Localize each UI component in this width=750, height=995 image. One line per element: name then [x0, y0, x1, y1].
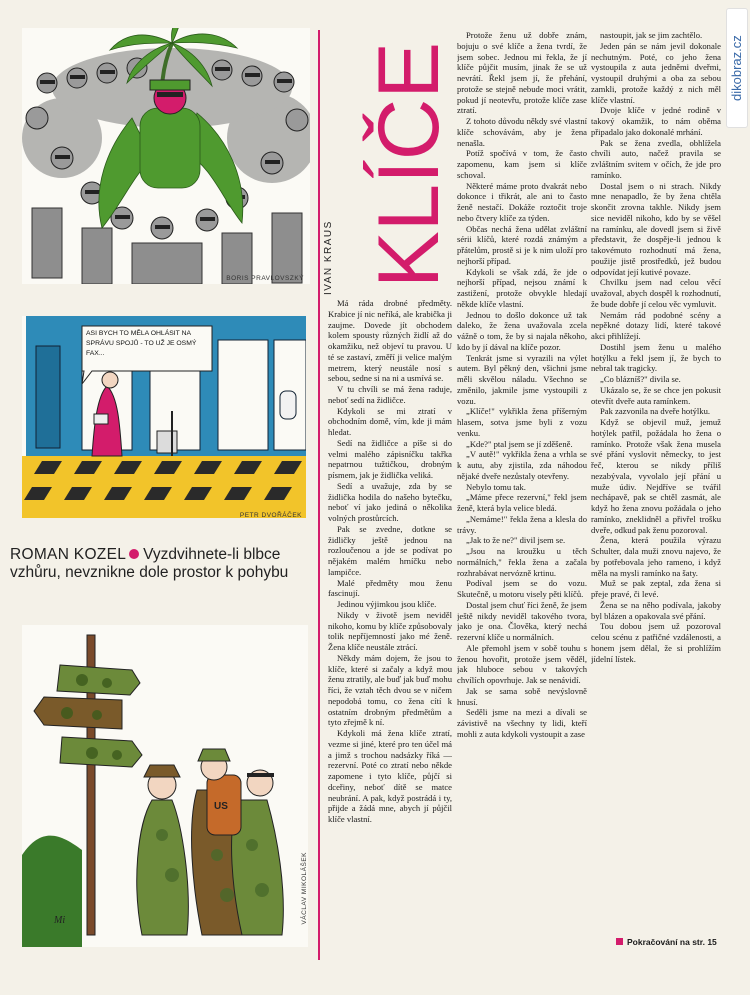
- cartoon-crowd: [22, 28, 310, 284]
- article-title: KLÍČE: [361, 39, 457, 288]
- article-paragraph: Pak se žena zvedla, obhlížela chvíli auto, načež pravila se zvláštním svitem v očích, že jde pro ramínko.: [591, 137, 721, 180]
- hikers-illustration: [22, 625, 308, 947]
- article-paragraph: „Co blázníš?" divila se.: [600, 374, 681, 384]
- article-paragraph: Kdykoli se však zdá, že jde o nejhorší případ, nejsou známí k zastižení, protože obvykle hledají někde klíče vlastní.: [457, 266, 587, 309]
- article-paragraph: „Nemáme!" řekla žena a klesla do trávy.: [457, 513, 587, 535]
- article-paragraph: „Jsou na kroužku u těch normálních," řekla žena a začala rozhrabávat nervózně krtinu.: [457, 546, 587, 578]
- watermark[interactable]: dikobraz.cz: [726, 8, 748, 128]
- article-paragraph: „Máme přece rezervní," řekl jsem ženě, která byla velice bledá.: [457, 492, 587, 513]
- article-paragraph: Dvoje klíče v jedné rodině v takový okamžik, to nám oběma připadalo jako dokonalé mrhání.: [591, 105, 721, 137]
- article-paragraph: Sedí a uvažuje, zda by se židlička hodila do našeho bytečku, neboť ví jako jediná o několika volných prostůrcích.: [328, 480, 452, 523]
- quote-author: ROMAN KOZEL: [10, 546, 127, 563]
- cartoon-credit: VÁCLAV MIKOLÁŠEK: [301, 852, 308, 925]
- article-column-2: [457, 30, 587, 950]
- article-paragraph: Muž se pak zeptal, zda žena si přeje pravé, či levé.: [591, 578, 721, 599]
- article-paragraph: Dostal jsem chuť říci ženě, že jsem ještě nikdy neviděl takového tvora, jako je ona. Člověka, který nechá rezervní klíče u normálních.: [457, 599, 587, 642]
- article-paragraph: V tu chvíli se má žena raduje, neboť sedí na židličce.: [328, 384, 452, 405]
- article-paragraph: „Klíče!" vykřikla žena příšerným hlasem, sotva jsme byli z vozu venku.: [457, 406, 587, 438]
- article-paragraph: Jednou to došlo dokonce už tak daleko, že žena uvažovala zcela vážně o tom, že by si najala někoho, kdo by jí dával na klíče pozor.: [457, 309, 587, 352]
- article-paragraph: Občas nechá žena udělat zvláštní sérii klíčů, které rozdá známým a přátelům, prostě si je k nim uloží pro nejhorší případ.: [457, 223, 587, 266]
- article-paragraph: nastoupit, jak se jim zachtělo.: [600, 30, 703, 40]
- quote-block: [10, 546, 310, 582]
- article-paragraph: Chvilku jsem nad celou věcí uvažoval, abych dospěl k rozhodnutí, že bude dobře jí celou věc vymluvit.: [591, 277, 721, 309]
- article-paragraph: Kdykoli se mi ztratí v obchodním domě, vím, kde ji mám hledat.: [328, 405, 452, 437]
- quote-text: Vyzdvihnete-li blbce vzhůru, nevznikne dole prostor k pohybu: [10, 546, 289, 581]
- article-paragraph: Seděli jsme na mezi a dívali se závistivě na všechny ty lidi, kteří mohli z auta kdykoli vystoupit a zase: [457, 707, 587, 739]
- bullet-dot-icon: [129, 549, 139, 559]
- article-paragraph: Dostihl jsem ženu u malého hotýlku a řekl jsem jí, že bych to nebral tak tragicky.: [591, 341, 721, 374]
- article-paragraph: „V autě!" vykřikla žena a vrhla se k autu, aby zjistila, zda náhodou nějaké dveře nezůstaly otevřeny.: [457, 449, 587, 481]
- article-paragraph: Ukázalo se, že se chce jen pokusit otevřít dveře auta ramínkem.: [591, 384, 721, 406]
- cartoon-credit: BORIS PRAVLOVSZKÝ: [226, 275, 304, 282]
- article-paragraph: Jak se sama sobě nevýslovně hnusí.: [457, 685, 587, 707]
- article-paragraph: Sedí na židličce a píše si do velmi malého zápisníčku takřka nepatrnou tužtičkou, drobným písmem, jak je židlička veliká.: [328, 437, 452, 480]
- article-paragraph: Má ráda drobné předměty. Krabice jí nic neříká, ale krabička ji zaujme. Dovede jít obchodem kolem spousty různých židlí až do okamžiku, než objeví tu pravou. U té se zastaví, změří ji velice malým metrem, který neustále nosí s sebou, sedne si na ni a usmívá se.: [328, 298, 452, 384]
- article-paragraph: „Kde?" ptal jsem se jí zděšeně.: [466, 438, 573, 449]
- continuation-note: [616, 937, 717, 947]
- article-paragraph: Tou dobou jsem už pozoroval celou scénu z patřičné vzdálenosti, a honem jsem dělal, že si prohlížím jídelní lístek.: [591, 621, 721, 664]
- cartoon-hikers: [22, 625, 308, 947]
- article-paragraph: Potíž spočívá v tom, že často zapomenu, kam jsem si klíče schoval.: [457, 148, 587, 180]
- article-paragraph: „Jak to že ne?" divil jsem se.: [466, 535, 566, 546]
- article-paragraph: Dostal jsem o ni strach. Nikdy mne nenapadlo, že by žena chtěla skončit zrovna takhle. Nikdy jsem sice neviděl nikoho, kdo by se věšel na ramínku, ale dovedl jsem si živě představit, že dospěje-li jednou k takovémuto rozhodnutí má žena, použije jistě prostředků, jež budou odpovídat její kutivé povaze.: [591, 180, 721, 277]
- article-title-svg: [328, 30, 457, 296]
- article-paragraph: Jedinou výjimkou jsou klíče.: [337, 599, 437, 609]
- article-paragraph: Protože ženu už dobře znám, bojuju o své klíče a žena tvrdí, že jsem sobec. Jednou mi řekla, že jí klíče půjčit musím, jinak že se už nevrátí. Řekl jsem jí, že přehání, protože se stejně nebude moci vrátit, pokud jí neotevřu, protože klíče zase ztratí.: [457, 30, 587, 116]
- article-paragraph: Žena se na něho podívala, jakoby byl blázen a opakovala své přání.: [591, 599, 721, 621]
- article-paragraph: Nikdy v životě jsem neviděl nikoho, komu by klíče způsobovaly tolik nepříjemností jako mé ženě. Žena klíče neustále ztrácí.: [328, 609, 452, 652]
- article-paragraph: Žena, která použila výrazu Schulter, dala muži znovu najevo, že by potřebovala jeho rameno, i když měla na mysli ramínko na šaty.: [591, 535, 721, 578]
- article-paragraph: Pak se zvedne, dotkne se židličky ještě jednou na rozloučenou a jde se podívat po nějakém malém hrníčku nebo lampičce.: [328, 523, 452, 577]
- continuation-text: Pokračování na str. 15: [627, 937, 717, 947]
- cartoon-toilets: [22, 316, 306, 518]
- cartoon-credit: PETR DVOŘÁČEK: [239, 512, 302, 518]
- square-bullet-icon: [616, 938, 623, 945]
- article-paragraph: Podíval jsem se do vozu. Skutečně, u motoru visely pěti klíčů.: [457, 578, 587, 599]
- article-paragraph: Některé máme proto dvakrát nebo dokonce i třikrát, ale ani to často ženě nestačí. Dokáže roztočit troje nebo čtvery klíče za týden.: [457, 180, 587, 223]
- article-column-1: [328, 298, 452, 950]
- article-paragraph: Pak zazvonila na dveře hotýlku.: [600, 406, 711, 417]
- article-paragraph: Nebylo tomu tak.: [466, 481, 526, 492]
- artist-signature: Mi: [54, 915, 66, 926]
- article-divider: [318, 30, 320, 960]
- article-paragraph: Tenkrát jsme si vyrazili na výlet autem. Byl pěkný den, všichni jsme měli skvělou náladu. Všechno se změnilo, jakmile jsme vystoupili z vozu.: [457, 352, 587, 406]
- article-paragraph: Malé předměty mou ženu fascinují.: [328, 577, 452, 599]
- article-paragraph: Z tohoto důvodu někdy své vlastní klíče schovávám, aby je žena nenašla.: [457, 116, 587, 148]
- crowd-illustration: [22, 28, 310, 284]
- article-paragraph: Nemám rád podobné scény a nepěkné dotazy lidí, které takové akci přihlížejí.: [591, 309, 721, 341]
- article-paragraph: Někdy mám dojem, že jsou to klíče, které si začaly a když mou ženu ztratily, ale buď jak buď mohu říci, že vztah těch dvou se v ničem nepodobá tomu, co žena cítí k ostatním drobným předmětům a tyto zřejmě k ní.: [328, 652, 452, 728]
- article-paragraph: Ale přemohl jsem v sobě touhu s ženou hovořit, protože jsem věděl, jak hluboce sebou v takových chvílích opovrhuje. Jak se nenávidí.: [457, 642, 587, 685]
- article-paragraph: Jeden pán se nám jevil dokonale nechutným. Poté, co jeho žena vystoupila z auta jedněmi dveřmi, vystoupil druhými a oba za sebou zamkli, protože každý z nich měl klíče vlastní.: [591, 40, 721, 105]
- article-paragraph: Kdykoli má žena klíče ztratí, vezme si jiné, které pro ten účel má a jimž s trochou nadsázky říká — rezervní. Poté co ztratí nebo někde zapomene i tyto klíče, půjčí si dceřiny, neboť dítě se matce neubrání. A pak, když postrádá i ty, přijde a žádá mne, abych jí půjčil klíče vlastní.: [328, 728, 452, 824]
- article-author: IVAN KRAUS: [323, 220, 334, 295]
- speech-bubble: ASI BYCH TO MĚLA OHLÁSIT NA SPRÁVU SPOJŮ - TO UŽ JE OSMÝ FAX...: [86, 330, 197, 357]
- article-column-3: [591, 30, 721, 925]
- crate-label: US: [214, 801, 228, 812]
- article-paragraph: Když se objevil muž, jemuž hotýlek patřil, požádala ho žena o ramínko. Protože však žena musela své přání vyslovit německy, to jest řeč, kterou se nikdy příliš nezabývala, vyvolalo její přání u muže údiv. Nejdříve se tvářil nechápavě, pak se chtěl zasmát, ale když ho žena znovu požádala o jeho ramínko, zneklidněl a přivřel trošku dveře, odkud pak ženu pozoroval.: [591, 417, 721, 535]
